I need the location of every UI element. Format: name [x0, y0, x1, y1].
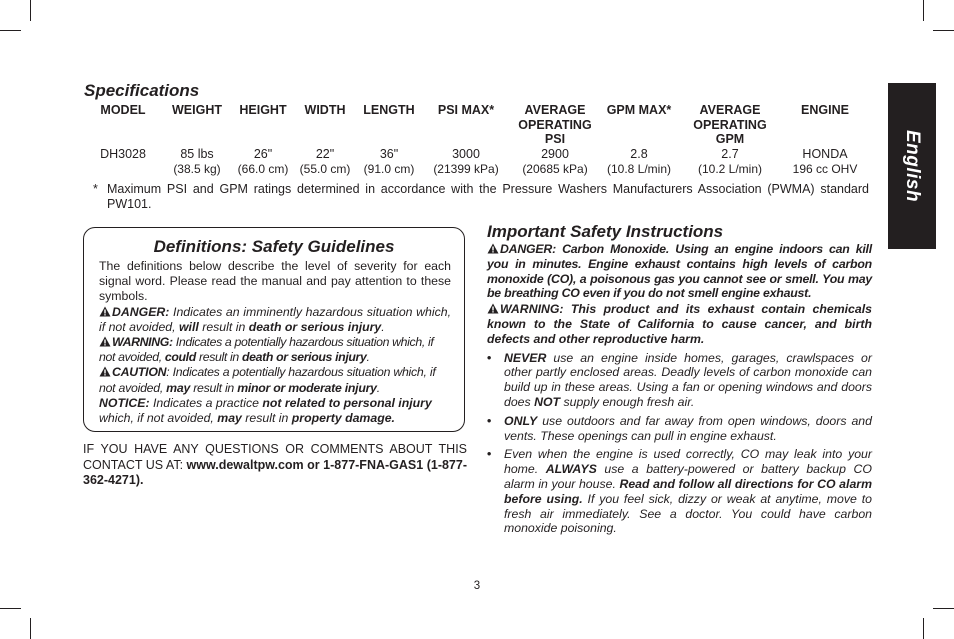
- caution-text: .: [376, 380, 380, 395]
- warning-triangle-icon: [487, 243, 499, 254]
- danger-definition: [99, 305, 451, 335]
- warning-text: .: [366, 350, 370, 365]
- bullet-emphasis: ONLY: [504, 413, 538, 428]
- spec-value: 22": [315, 147, 335, 161]
- notice-text: Indicates a practice: [149, 395, 263, 410]
- bullet-text: If you feel sick, dizzy or weak at anytime, move to fresh air immediately. See a doctor. You could have carbon monoxide poisoning.: [504, 491, 872, 536]
- spec-value-metric: (10.2 L/min): [697, 161, 763, 176]
- spec-header-line: GPM MAX*: [606, 103, 672, 117]
- bullet-icon: •: [487, 350, 492, 365]
- spec-value: 36": [379, 147, 399, 161]
- footnote-text: Maximum PSI and GPM ratings determined in accordance with the Pressure Washers Manufacturers Association (PWMA) standard PW101.: [107, 182, 869, 211]
- danger-text: result in: [198, 319, 249, 334]
- spec-header-line: ENGINE: [801, 103, 849, 117]
- spec-value: 2.7: [721, 147, 739, 161]
- spec-value-metric: (55.0 cm): [299, 161, 351, 176]
- caution-text: result in: [190, 380, 238, 395]
- warning-triangle-icon: [487, 303, 499, 314]
- prop65-warning-paragraph: [487, 302, 872, 346]
- danger-text: Indicates an imminently hazardous situation which, if not avoided,: [99, 304, 451, 334]
- language-tab-label: English: [902, 129, 923, 203]
- bullet-text: supply enough fresh air.: [560, 394, 695, 409]
- crop-mark: [0, 30, 21, 31]
- spec-header-line: MODEL: [100, 103, 146, 117]
- safety-instructions-body: [487, 242, 872, 536]
- crop-mark: [933, 608, 954, 609]
- contact-text: [83, 442, 467, 489]
- spec-header-line: AVERAGE: [524, 103, 586, 117]
- caution-emphasis: minor or moderate injury: [237, 380, 377, 395]
- warning-triangle-icon: [99, 366, 111, 377]
- crop-mark: [30, 618, 31, 639]
- spec-value-metric: (38.5 kg): [173, 161, 221, 176]
- spec-value: 2.8: [630, 147, 648, 161]
- definitions-intro: The definitions below describe the level of severity for each signal word. Please read the manual and pay attention to these symbols.: [99, 259, 451, 304]
- spec-header-line: PSI MAX*: [437, 103, 495, 117]
- contact-intro: IF YOU HAVE ANY QUESTIONS OR COMMENTS ABOUT THIS CONTACT US AT:: [83, 442, 467, 472]
- definitions-body: [99, 259, 451, 426]
- spec-column: [765, 103, 885, 176]
- caution-text: : Indicates a potentially hazardous situation which, if not avoided,: [99, 365, 436, 395]
- website-link[interactable]: www.dewaltpw.com: [186, 457, 304, 472]
- bullet-emphasis: Read and follow all directions for CO alarm before using.: [504, 476, 872, 506]
- footnote-marker: *: [93, 182, 98, 196]
- spec-value: DH3028: [100, 147, 146, 161]
- list-item: [487, 414, 872, 444]
- spec-value-metric: 196 cc OHV: [792, 161, 858, 176]
- crop-mark: [923, 618, 924, 639]
- bullet-emphasis: NEVER: [504, 350, 547, 365]
- language-tab: [888, 83, 936, 249]
- spec-value: HONDA: [802, 147, 848, 161]
- spec-header-line: HEIGHT: [239, 103, 287, 117]
- warning-emphasis: could: [164, 350, 196, 365]
- notice-text: result in: [241, 411, 292, 426]
- spec-column-header: [765, 103, 885, 147]
- bullet-text: use a battery-powered or battery backup CO alarm in your house.: [504, 462, 872, 491]
- co-danger-text: DANGER: Carbon Monoxide. Using an engine indoors can kill you in minutes. Engine exhaust contains high levels of carbon monoxide (CO), a poisonous gas you cannot see or smell. You may be breathing CO even if you do not smell engine exhaust.: [487, 242, 872, 301]
- prop65-warning-text: WARNING: This product and its exhaust contain chemicals known to the State of California to cause cancer, and birth defects and other reproductive harm.: [487, 302, 872, 346]
- phone-number-numeric[interactable]: (1-877-362-4271).: [83, 457, 467, 487]
- caution-label: CAUTION: [112, 365, 167, 380]
- definitions-box: [83, 227, 465, 432]
- spec-value-metric: (20685 kPa): [522, 161, 588, 176]
- specifications-footnote: [93, 182, 869, 212]
- crop-mark: [933, 30, 954, 31]
- crop-mark: [0, 608, 21, 609]
- spec-header-line: LENGTH: [363, 103, 415, 117]
- danger-label: DANGER:: [112, 304, 170, 319]
- notice-label: NOTICE:: [99, 395, 150, 410]
- spec-value-metric: (66.0 cm): [237, 161, 289, 176]
- spec-header-line: WIDTH: [304, 103, 346, 117]
- spec-value-metric: (10.8 L/min): [606, 161, 672, 176]
- spec-value-metric: (21399 kPa): [433, 161, 499, 176]
- spec-header-line: WEIGHT: [172, 103, 222, 117]
- warning-definition: [99, 335, 451, 365]
- notice-emphasis: property damage.: [291, 411, 395, 426]
- spec-header-line: OPERATING: [518, 117, 592, 132]
- spec-header-line: GPM: [715, 132, 745, 146]
- specifications-title: Specifications: [84, 81, 200, 100]
- warning-label: WARNING:: [112, 335, 173, 350]
- spec-header-line: AVERAGE: [699, 103, 761, 117]
- list-item: [487, 447, 872, 536]
- notice-definition: [99, 396, 451, 426]
- safety-bullet-list: [487, 351, 872, 537]
- contact-or: or: [303, 457, 324, 472]
- danger-emphasis: will: [178, 319, 199, 334]
- crop-mark: [30, 0, 31, 21]
- list-item: [487, 351, 872, 410]
- bullet-text: Even when the engine is used correctly, CO may leak into your home.: [504, 447, 872, 477]
- safety-instructions-title: Important Safety Instructions: [487, 222, 724, 241]
- bullet-emphasis: ALWAYS: [545, 462, 597, 477]
- notice-emphasis: not related to personal injury: [262, 395, 432, 410]
- caution-definition: [99, 365, 451, 395]
- spec-value: 26": [253, 147, 273, 161]
- bullet-icon: •: [487, 447, 492, 462]
- page-number: 3: [473, 580, 481, 592]
- spec-value: 3000: [452, 147, 480, 161]
- crop-mark: [923, 0, 924, 21]
- caution-emphasis: may: [166, 380, 191, 395]
- bullet-emphasis: NOT: [534, 394, 561, 409]
- warning-text: Indicates a potentially hazardous situation which, if not avoided,: [99, 335, 434, 365]
- spec-value-metric: (91.0 cm): [363, 161, 415, 176]
- notice-emphasis: may: [217, 411, 242, 426]
- phone-number[interactable]: 1-877-FNA-GAS1: [323, 457, 424, 472]
- warning-text: result in: [195, 350, 242, 365]
- spec-header-line: OPERATING: [693, 117, 767, 132]
- notice-text: which, if not avoided,: [99, 411, 218, 426]
- spec-value: 2900: [541, 147, 569, 161]
- warning-emphasis: death or serious injury: [241, 350, 367, 365]
- warning-triangle-icon: [99, 306, 111, 317]
- danger-text: .: [381, 319, 385, 334]
- bullet-icon: •: [487, 413, 492, 428]
- bullet-text: use an engine inside homes, garages, crawlspaces or other partly enclosed areas. Deadly levels of carbon monoxide can build up in these areas. Using a fan or opening windows and doors does: [504, 350, 872, 409]
- danger-emphasis: death or serious injury: [248, 319, 382, 334]
- definitions-title: Definitions: Safety Guidelines: [153, 237, 395, 256]
- contact-block: [83, 442, 467, 489]
- warning-triangle-icon: [99, 336, 111, 347]
- spec-header-line: PSI: [544, 132, 566, 146]
- co-danger-paragraph: [487, 242, 872, 301]
- bullet-text: use outdoors and far away from open windows, doors and vents. These openings can pull in engine exhaust.: [504, 413, 872, 443]
- spec-value: 85 lbs: [180, 147, 214, 161]
